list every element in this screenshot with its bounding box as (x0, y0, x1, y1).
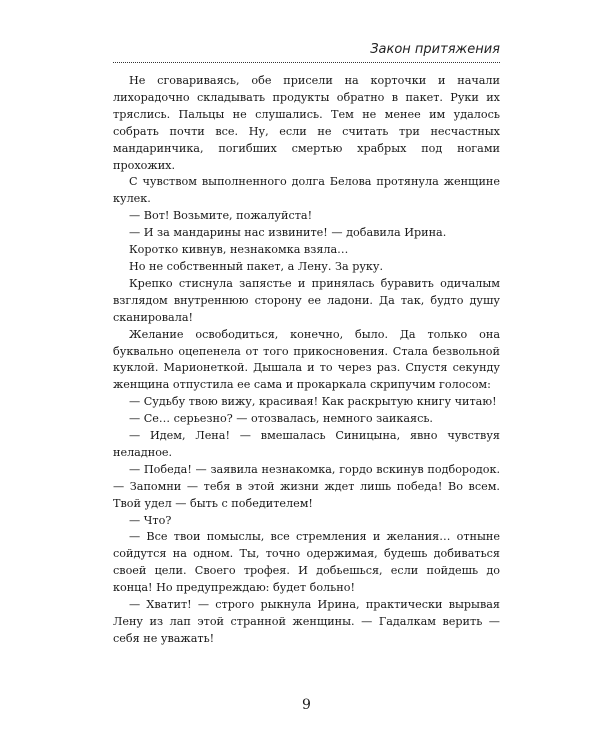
paragraph: Не сговариваясь, обе присели на корточки и начали лихорадочно складывать продукты обратно в пакет. Руки их тряслись. Пальцы не слушались. Тем не менее им удалось собрать почти все. Ну, если не считать три несчастных мандаринчика, погибших смертью храбрых под ногами прохожих. (113, 74, 500, 172)
paragraph: — Хватит! — строго рыкнула Ирина, практически вырывая Лену из лап этой странной женщины. — Гадалкам верить — себя не уважать! (113, 598, 500, 645)
paragraph: — Все твои помыслы, все стремления и желания… отныне сойдутся на одном. Ты, точно одержимая, будешь добиваться своей цели. Своего трофея. И добьешься, если пойдешь до конца! Но предупреждаю: будет больно! (113, 530, 500, 595)
paragraph: С чувством выполненного долга Белова протянула женщине кулек. (113, 175, 500, 206)
paragraph: — Победа! — заявила незнакомка, гордо вскинув подбородок. — Запомни — тебя в этой жизни ждет лишь победа! Во всем. Твой удел — быть с победителем! (113, 462, 500, 510)
page-number: 9 (302, 697, 311, 713)
running-head: Закон притяжения (370, 42, 500, 57)
paragraph: — Судьбу твою вижу, красивая! Как раскрытую книгу читаю! (129, 395, 497, 409)
paragraph: Но не собственный пакет, а Лену. За руку. (129, 259, 384, 273)
paragraph: Коротко кивнув, незнакомка взяла… (129, 243, 349, 257)
paragraph: — И за мандарины нас извините! — добавила Ирина. (129, 226, 447, 240)
header-rule (113, 62, 500, 63)
paragraph: — Се… серьезно? — отозвалась, немного заикаясь. (129, 412, 433, 426)
body-text (113, 73, 500, 648)
paragraph: Желание освободиться, конечно, было. Да только она буквально оцепенела от того прикосновения. Стала безвольной куклой. Марионеткой. Дышала и то через раз. Спустя секунду женщина отпустила ее сама и прокаркала скрипучим голосом: (113, 327, 500, 392)
paragraph: — Вот! Возьмите, пожалуйста! (129, 209, 313, 223)
paragraph: — Идем, Лена! — вмешалась Синицына, явно чувствуя неладное. (113, 429, 500, 459)
paragraph: Крепко стиснула запястье и принялась буравить одичалым взглядом внутреннюю сторону ее ладони. Да так, будто душу сканировала! (113, 276, 500, 324)
paragraph: — Что? (129, 513, 172, 527)
